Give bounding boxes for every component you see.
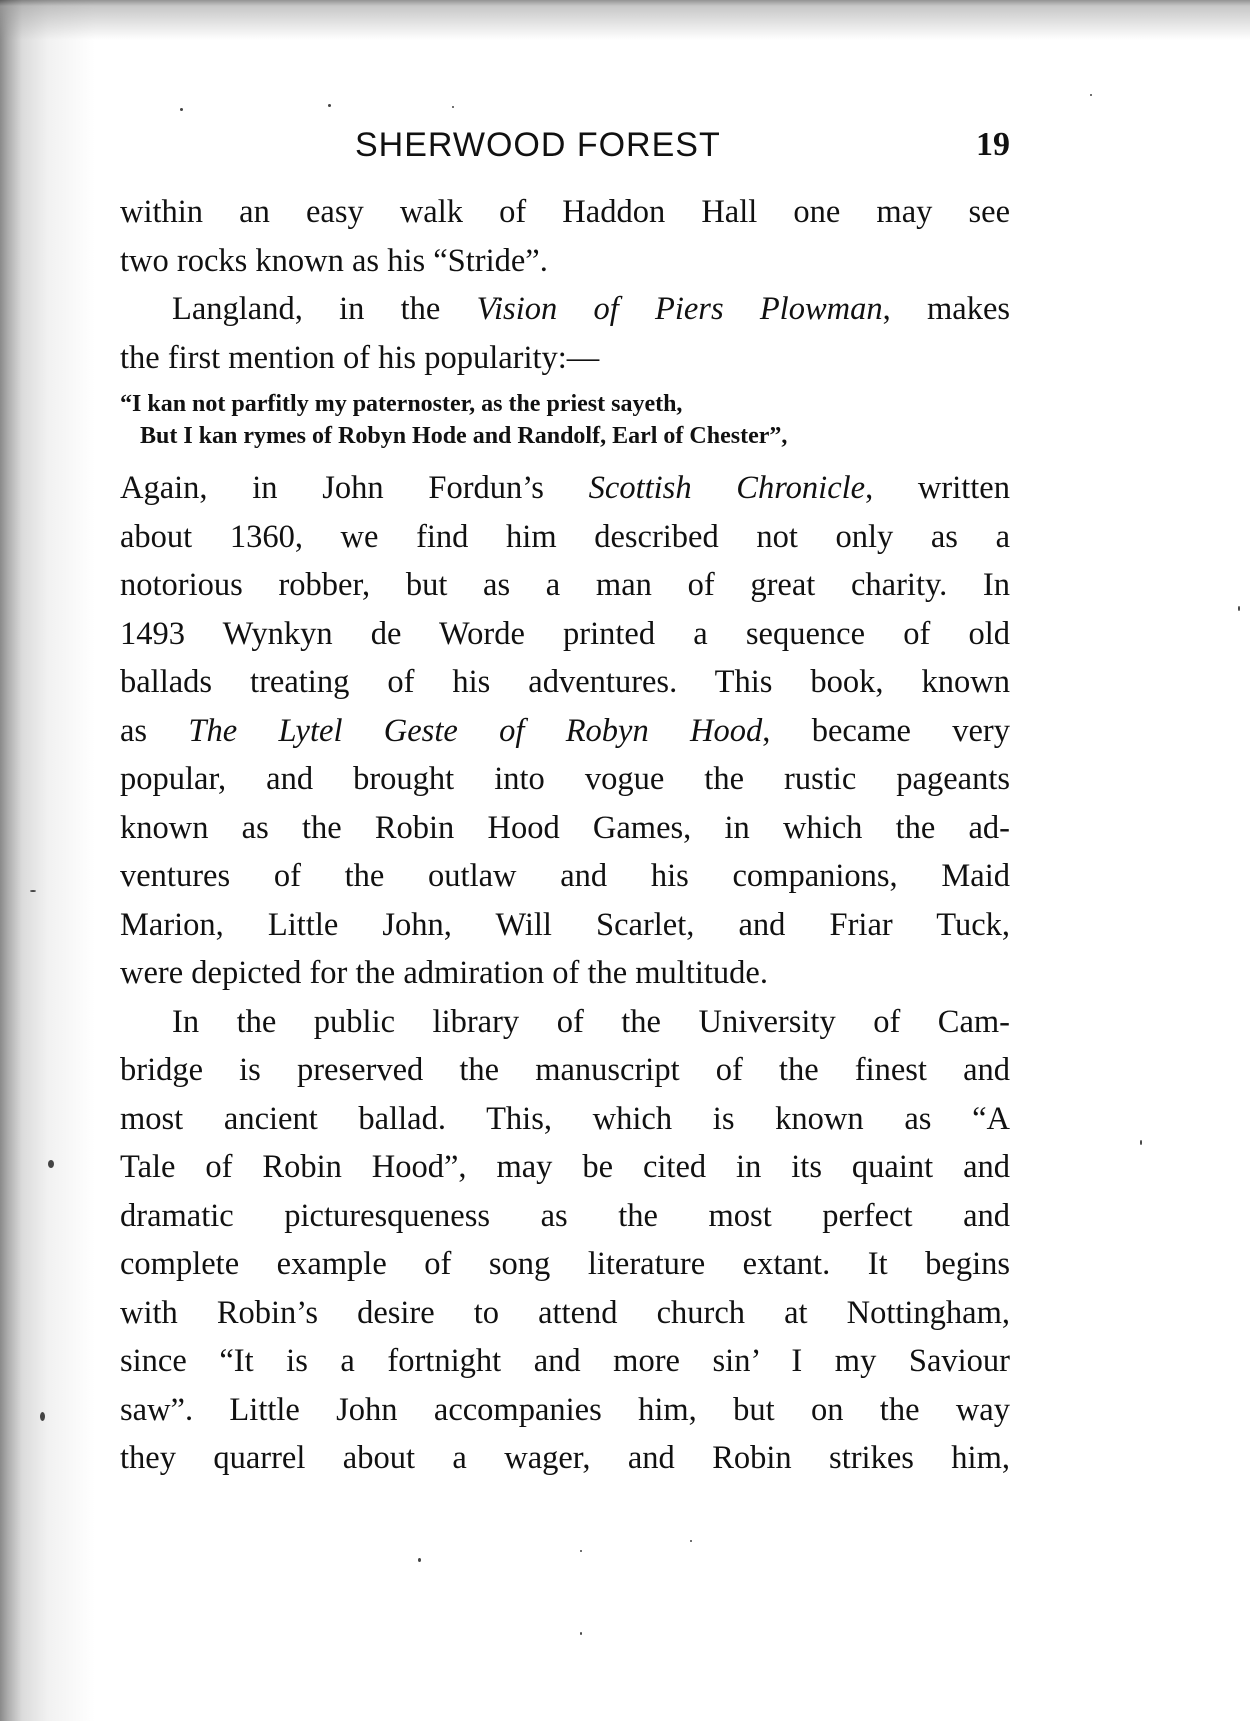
text-line: saw”. Little John accompanies him, but on the way — [120, 1391, 1010, 1428]
text-run: Langland, in the — [172, 291, 477, 327]
scan-speck — [580, 1550, 582, 1552]
scan-speck — [1090, 94, 1092, 96]
scan-speck — [580, 1632, 582, 1635]
text-line: they quarrel about a wager, and Robin strikes him, — [120, 1440, 1010, 1476]
text-run: , makes — [882, 291, 1011, 327]
text-run: Again, in John Fordun’s — [120, 470, 589, 506]
verse-line: “I kan not parfitly my paternoster, as the priest sayeth, — [120, 391, 683, 417]
title-italic-scottish-chronicle: Scottish Chronicle — [588, 470, 866, 506]
text-line: Marion, Little John, Will Scarlet, and Friar Tuck, — [120, 906, 1010, 943]
verse-line: But I kan rymes of Robyn Hode and Randolf, Earl of Chester”, — [140, 423, 788, 449]
body-text — [120, 188, 1010, 1483]
top-edge-shadow — [0, 0, 1250, 40]
scan-speck — [180, 108, 183, 111]
text-line — [120, 285, 1010, 334]
page-number: 19 — [976, 126, 1010, 163]
scan-speck — [1140, 1140, 1142, 1145]
text-line: with Robin’s desire to attend church at Nottingham, — [120, 1294, 1010, 1331]
text-line: bridge is preserved the manuscript of the finest and — [120, 1052, 1010, 1088]
text-line — [120, 464, 1010, 513]
text-line: within an easy walk of Haddon Hall one may see — [120, 194, 1010, 230]
text-run: as — [120, 712, 189, 749]
scan-speck — [452, 106, 454, 108]
scan-speck — [48, 1160, 54, 1168]
text-line — [120, 707, 1010, 756]
text-run: , became very — [762, 712, 1010, 749]
binding-shadow — [0, 0, 95, 1721]
scan-speck — [1238, 606, 1240, 611]
text-line: In the public library of the University of Cam- — [172, 1003, 1010, 1040]
text-line: since “It is a fortnight and more sin’ I my Saviour — [120, 1343, 1010, 1379]
scan-speck — [328, 104, 331, 107]
running-title: SHERWOOD FOREST — [355, 126, 721, 164]
text-line: most ancient ballad. This, which is known as “A — [120, 1100, 1010, 1137]
text-line: about 1360, we find him described not only as a — [120, 518, 1010, 555]
text-line: ventures of the outlaw and his companions, Maid — [120, 858, 1010, 894]
text-line: known as the Robin Hood Games, in which the ad- — [120, 809, 1010, 846]
text-line: popular, and brought into vogue the rustic pageants — [120, 761, 1010, 797]
verse-quotation — [120, 388, 1010, 452]
scan-speck — [690, 1540, 692, 1542]
title-italic-vision-of-piers-plowman: Vision of Piers Plowman — [476, 291, 883, 327]
text-line: were depicted for the admiration of the multitude. — [120, 955, 768, 991]
scan-speck — [30, 890, 36, 892]
running-head — [120, 126, 1010, 170]
text-line: 1493 Wynkyn de Worde printed a sequence of old — [120, 615, 1010, 652]
text-line: Tale of Robin Hood”, may be cited in its quaint and — [120, 1149, 1010, 1185]
text-line: notorious robber, but as a man of great charity. In — [120, 567, 1010, 603]
text-line: ballads treating of his adventures. This book, known — [120, 664, 1010, 700]
scan-speck — [40, 1412, 45, 1421]
text-line: the first mention of his popularity:— — [120, 339, 600, 376]
title-italic-lytel-geste: The Lytel Geste of Robyn Hood — [188, 712, 763, 749]
text-line: two rocks known as his “Stride”. — [120, 242, 548, 279]
scan-speck — [418, 1558, 421, 1562]
text-line: complete example of song literature extant. It begins — [120, 1246, 1010, 1282]
text-run: , written — [865, 470, 1010, 506]
text-line: dramatic picturesqueness as the most perfect and — [120, 1197, 1010, 1234]
